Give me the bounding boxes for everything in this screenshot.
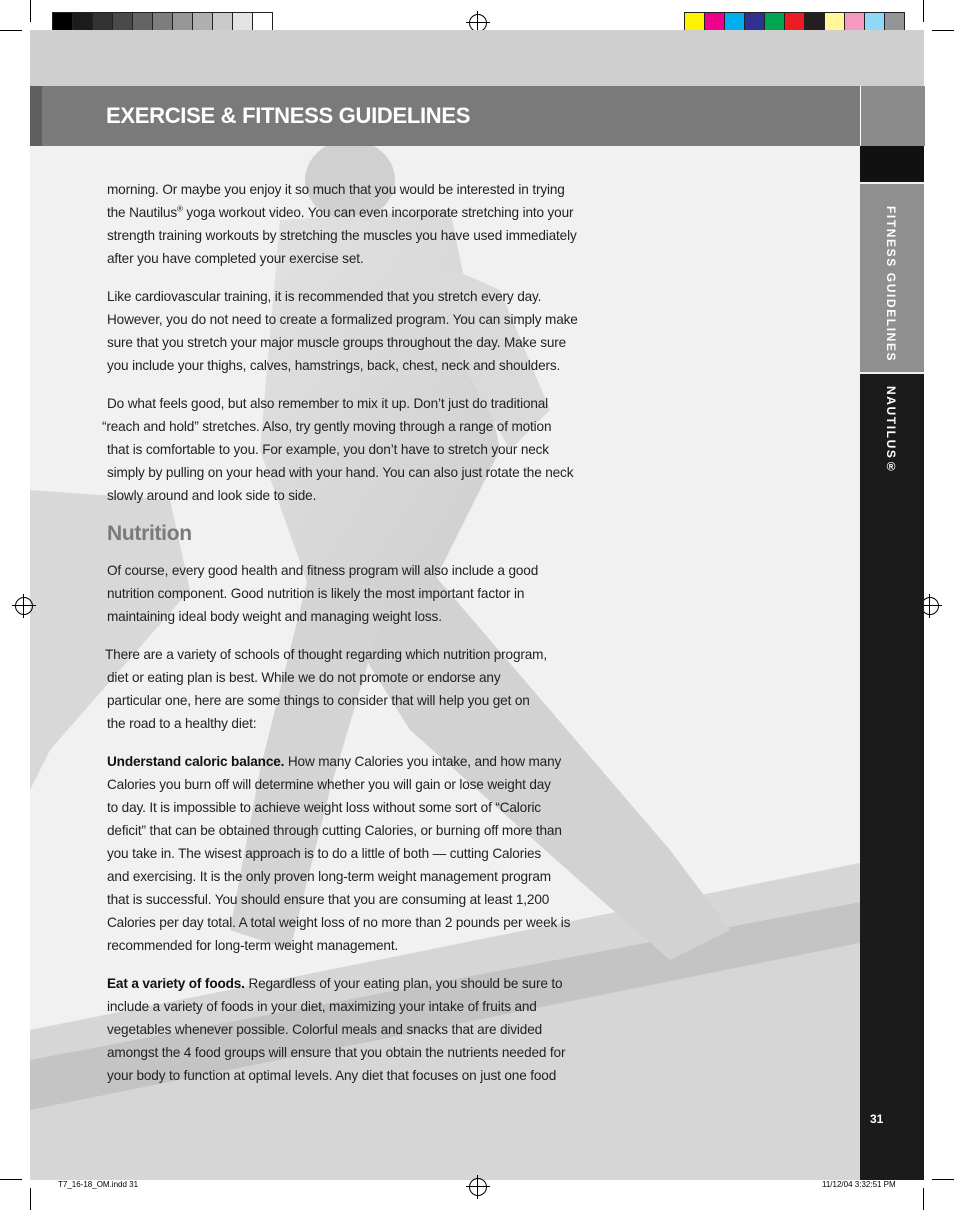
text-run: the Nautilus xyxy=(107,205,177,220)
text-line: morning. Or maybe you enjoy it so much that you would be interested in trying xyxy=(107,182,565,197)
text-line: Of course, every good health and fitness program will also include a good xyxy=(107,563,539,578)
header-band xyxy=(30,30,924,86)
crop-mark xyxy=(923,0,924,22)
text-line: diet or eating plan is best. While we do not promote or endorse any xyxy=(107,670,501,685)
side-tab-fitness-guidelines xyxy=(860,184,924,372)
text-line xyxy=(107,201,627,224)
crop-mark xyxy=(932,30,954,31)
paragraph xyxy=(107,178,627,270)
text-line: sure that you stretch your major muscle groups throughout the day. Make sure xyxy=(107,335,567,350)
registration-mark-icon xyxy=(469,1178,487,1196)
paragraph xyxy=(107,285,627,377)
side-tab-nautilus xyxy=(860,374,924,1180)
title-bar-accent xyxy=(30,86,42,146)
crop-mark xyxy=(0,30,22,31)
text-line: deficit” that can be obtained through cutting Calories, or burning off more than xyxy=(107,823,562,838)
paragraph xyxy=(107,643,627,735)
text-line: Like cardiovascular training, it is recommended that you stretch every day. xyxy=(107,289,542,304)
paragraph-lead: Understand caloric balance. xyxy=(107,754,285,769)
text-run: How many Calories you intake, and how many xyxy=(284,754,562,769)
side-tab-top-block xyxy=(860,146,924,182)
side-tab-label: NAUTILUS® xyxy=(884,386,898,476)
side-tab-label: FITNESS GUIDELINES xyxy=(884,206,898,363)
text-line: that is comfortable to you. For example, you don’t have to stretch your neck xyxy=(107,442,549,457)
text-line: However, you do not need to create a formalized program. You can simply make xyxy=(107,312,578,327)
crop-mark xyxy=(923,1188,924,1210)
text-line: There are a variety of schools of thought regarding which nutrition program, xyxy=(105,647,547,662)
text-line: strength training workouts by stretching the muscles you have used immediately xyxy=(107,228,577,243)
slug-filename: T7_16-18_OM.indd 31 xyxy=(58,1180,139,1189)
crop-mark xyxy=(0,1179,22,1180)
page-number: 31 xyxy=(870,1112,884,1126)
text-line: nutrition component. Good nutrition is likely the most important factor in xyxy=(107,586,525,601)
paragraph xyxy=(102,392,627,507)
crop-mark xyxy=(30,0,31,22)
text-line: Calories per day total. A total weight loss of no more than 2 pounds per week is xyxy=(107,915,571,930)
registered-mark: ® xyxy=(177,204,183,214)
text-line: amongst the 4 food groups will ensure that you obtain the nutrients needed for xyxy=(107,1045,566,1060)
text-line: maintaining ideal body weight and managing weight loss. xyxy=(107,609,442,624)
text-line: you include your thighs, calves, hamstrings, back, chest, neck and shoulders. xyxy=(107,358,561,373)
paragraph-lead: Eat a variety of foods. xyxy=(107,976,245,991)
text-line xyxy=(107,750,627,773)
text-line: the road to a healthy diet: xyxy=(107,716,257,731)
text-line: simply by pulling on your head with your hand. You can also just rotate the neck xyxy=(107,465,574,480)
text-line xyxy=(107,972,627,995)
paragraph xyxy=(107,750,627,957)
paragraph xyxy=(107,559,627,628)
text-line: your body to function at optimal levels. Any diet that focuses on just one food xyxy=(107,1068,557,1083)
text-line: include a variety of foods in your diet, maximizing your intake of fruits and xyxy=(107,999,537,1014)
slug-timestamp: 11/12/04 3:32:51 PM xyxy=(822,1180,896,1189)
title-bar-right-block xyxy=(860,86,925,146)
text-line: and exercising. It is the only proven long-term weight management program xyxy=(107,869,551,884)
section-heading: Nutrition xyxy=(107,522,192,545)
text-line: vegetables whenever possible. Colorful meals and snacks that are divided xyxy=(107,1022,543,1037)
text-line: to day. It is impossible to achieve weight loss without some sort of “Caloric xyxy=(107,800,541,815)
text-line: you take in. The wisest approach is to do a little of both — cutting Calories xyxy=(107,846,542,861)
text-run: Regardless of your eating plan, you should be sure to xyxy=(244,976,563,991)
text-line: after you have completed your exercise set. xyxy=(107,251,364,266)
paragraph xyxy=(107,972,627,1087)
text-line: Calories you burn off will determine whether you will gain or lose weight day xyxy=(107,777,551,792)
crop-mark xyxy=(932,1179,954,1180)
article-body xyxy=(102,178,627,1102)
title-bar xyxy=(30,86,860,146)
text-line: slowly around and look side to side. xyxy=(107,488,317,503)
page-title: EXERCISE & FITNESS GUIDELINES xyxy=(106,103,471,128)
text-line: Do what feels good, but also remember to mix it up. Don’t just do traditional xyxy=(107,396,549,411)
text-line: that is successful. You should ensure that you are consuming at least 1,200 xyxy=(107,892,550,907)
text-run: yoga workout video. You can even incorporate stretching into your xyxy=(182,205,574,220)
crop-mark xyxy=(30,1188,31,1210)
text-line: particular one, here are some things to consider that will help you get on xyxy=(107,693,530,708)
text-line: “reach and hold” stretches. Also, try gently moving through a range of motion xyxy=(102,419,552,434)
registration-mark-icon xyxy=(15,597,33,615)
text-line: recommended for long-term weight management. xyxy=(107,938,399,953)
